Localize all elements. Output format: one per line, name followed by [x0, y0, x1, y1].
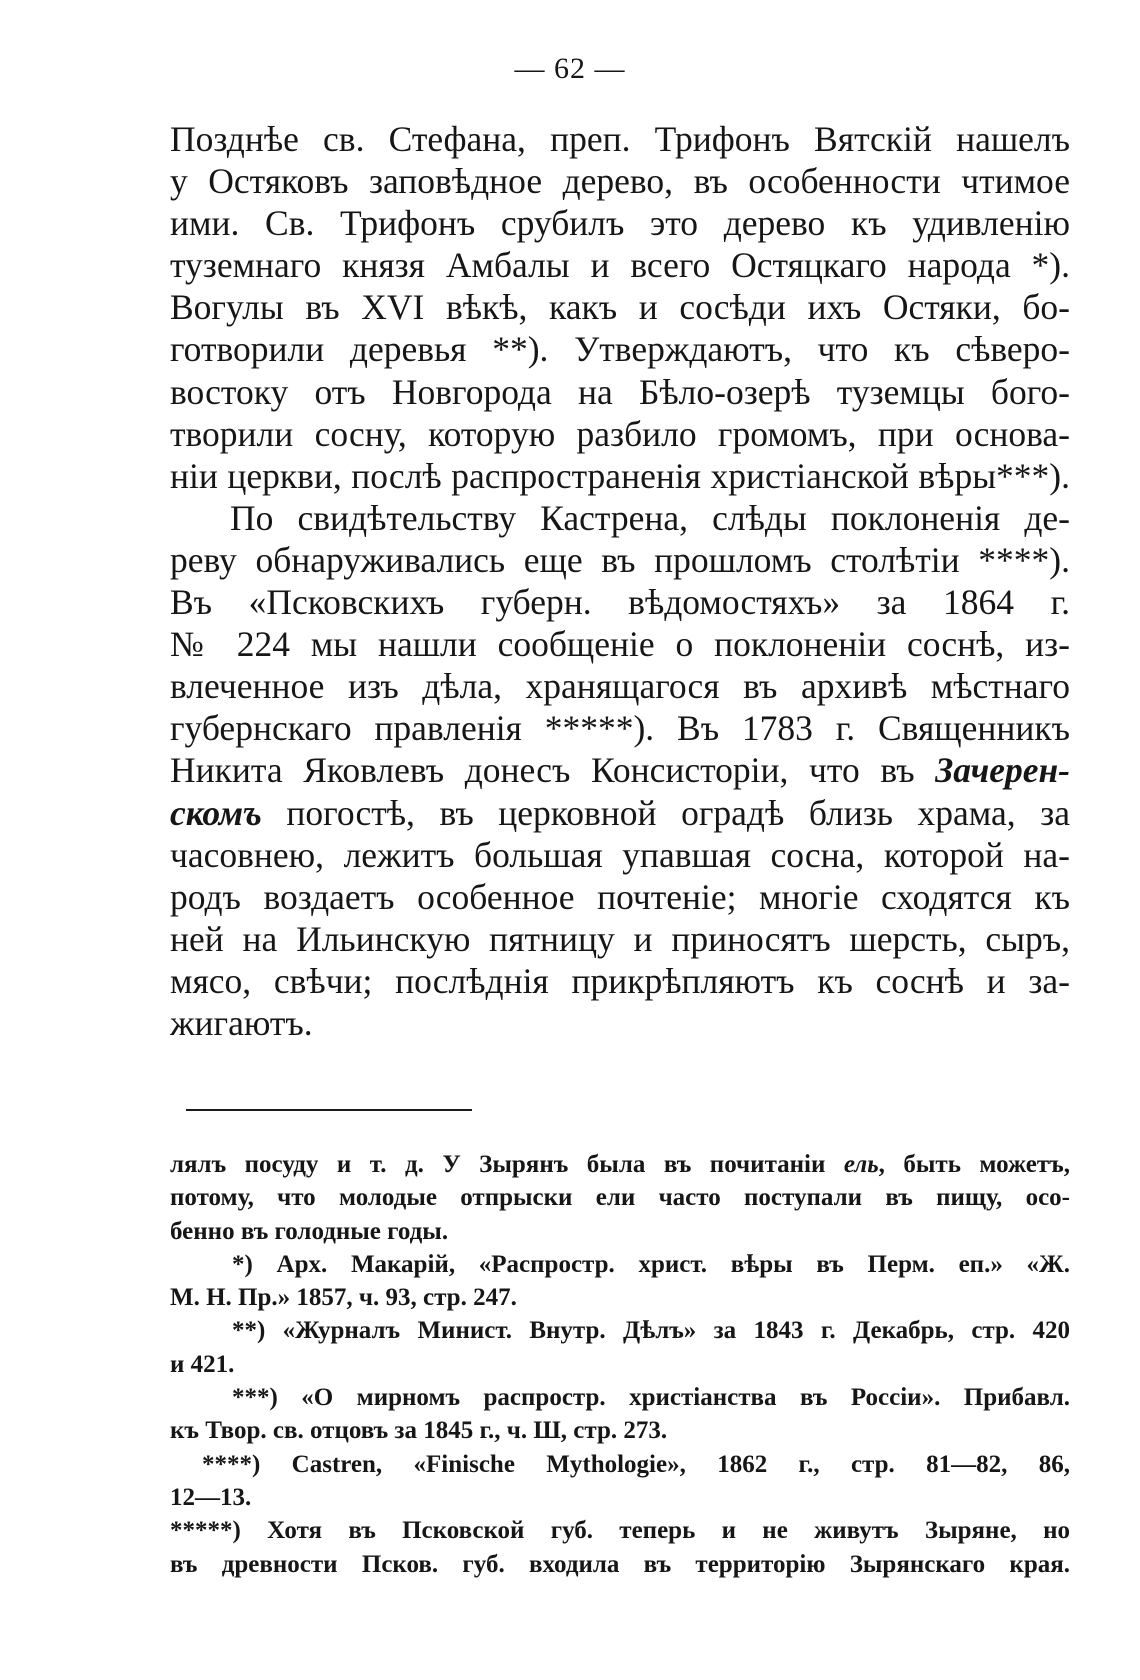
text-line: Въ «Псковскихъ губерн. вѣдомостяхъ» за 1864 г. [170, 582, 1070, 623]
footnote-3 [170, 1381, 1070, 1448]
italic-place-name: скомъ [170, 792, 262, 833]
text-line: востоку отъ Новгорода на Бѣло-озерѣ туземцы бого- [170, 371, 1070, 412]
text-line: ніи церкви, послѣ распространенія христіанской вѣры***). [170, 455, 1070, 496]
footnote-line: потому, что молодые отпрыски ели часто поступали въ пищу, осо- [170, 1184, 1070, 1212]
text-line: влеченное изъ дѣла, хранящагося въ архивѣ мѣстнаго [170, 666, 1070, 707]
text-line: туземнаго князя Амбалы и всего Остяцкаго народа *). [170, 245, 1070, 286]
footnote-line: **) «Журналъ Минист. Внутр. Дѣлъ» за 1843 г. Декабрь, стр. 420 [232, 1317, 1070, 1345]
footnote-line: и 421. [170, 1350, 235, 1378]
footnote-line: въ древности Псков. губ. входила въ территорію Зырянскаго края. [170, 1550, 1070, 1578]
footnote-line: ****) Castren, «Finische Mythologie», 1862 г., стр. 81—82, 86, [202, 1450, 1070, 1478]
footnote-line: къ Твор. св. отцовъ за 1845 г., ч. Ш, стр. 273. [170, 1417, 668, 1445]
text-line: № 224 мы нашли сообщеніе о поклоненіи соснѣ, из- [170, 624, 1070, 665]
footnote-continuation [170, 1148, 1070, 1248]
paragraph-1 [170, 118, 1070, 497]
footnote-line: М. Н. Пр.» 1857, ч. 93, стр. 247. [170, 1284, 517, 1312]
text-line: мясо, свѣчи; послѣднія прикрѣпляютъ къ соснѣ и за- [170, 960, 1070, 1001]
footnote-separator [186, 1109, 472, 1111]
text-segment: погостѣ, въ церковной оградѣ близь храма, за [286, 792, 1071, 833]
text-line [170, 792, 1070, 834]
footnote-line: ***) «О мирномъ распростр. христіанства въ Россіи». Прибавл. [232, 1384, 1070, 1412]
paragraph-2 [170, 497, 1070, 1044]
footnote-line: *****) Хотя въ Псковской губ. теперь и не живутъ Зыряне, но [170, 1517, 1070, 1545]
text-line: Вогулы въ XVI вѣкѣ, какъ и сосѣди ихъ Остяки, бо- [170, 287, 1070, 328]
footnote-2 [170, 1314, 1070, 1381]
text-line: у Остяковъ заповѣдное дерево, въ особенности чтимое [170, 161, 1070, 202]
text-segment: Никита Яковлевъ донесъ Консисторіи, что въ [170, 750, 915, 791]
footnote-line [170, 1148, 1070, 1181]
main-text [170, 118, 1070, 1044]
text-line: реву обнаруживались еще въ прошломъ столѣтіи ****). [170, 539, 1070, 580]
text-line: Позднѣе св. Стефана, преп. Трифонъ Вятскій нашелъ [170, 119, 1070, 159]
text-line: часовнею, лежитъ большая упавшая сосна, которой на- [170, 834, 1070, 875]
text-line [170, 749, 1070, 791]
page-number: — 62 — [514, 52, 626, 85]
footnote-line: *) Арх. Макарій, «Распростр. христ. вѣры въ Перм. еп.» «Ж. [232, 1250, 1070, 1278]
text-line: ней на Ильинскую пятницу и приносятъ шерсть, сыръ, [170, 918, 1070, 959]
text-segment: лялъ посуду и т. д. У Зырянъ была въ почитаніи [170, 1151, 826, 1178]
italic-place-name: Зачерен- [935, 750, 1071, 791]
text-line: ими. Св. Трифонъ срубилъ это дерево къ удивленію [170, 203, 1070, 244]
text-line: творили сосну, которую разбило громомъ, при основа- [170, 413, 1070, 454]
footnote-5 [170, 1514, 1070, 1581]
text-line: готворили деревья **). Утверждаютъ, что къ сѣверо- [170, 329, 1070, 370]
text-line: По свидѣтельству Кастрена, слѣды поклоненія де- [230, 497, 1070, 538]
footnote-1 [170, 1248, 1070, 1315]
footnote-4 [170, 1448, 1070, 1515]
text-segment: , быть можетъ, [878, 1151, 1070, 1178]
footnotes [170, 1148, 1070, 1581]
text-line: жигаютъ. [170, 1002, 313, 1043]
footnote-line: 12—13. [170, 1483, 252, 1511]
text-line: губернскаго правленія *****). Въ 1783 г. Священникъ [170, 708, 1070, 749]
text-line: родъ воздаетъ особенное почтеніе; многіе сходятся къ [170, 876, 1070, 917]
footnote-line: бенно въ голодные годы. [170, 1217, 449, 1245]
italic-word: ель [843, 1151, 879, 1178]
